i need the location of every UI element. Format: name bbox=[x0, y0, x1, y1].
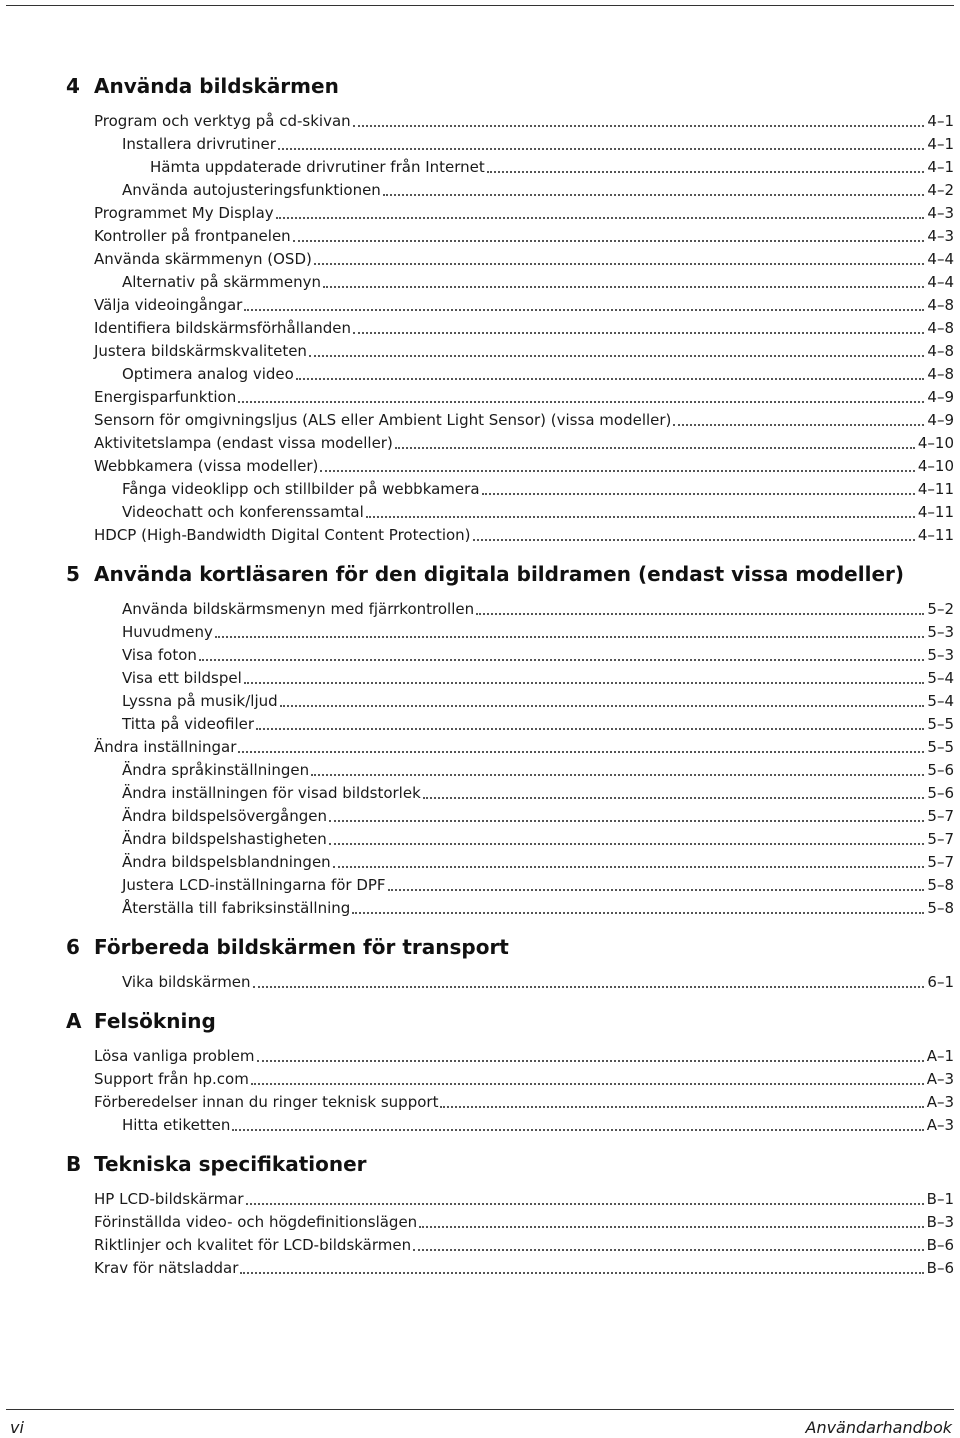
toc-entry-label: Videochatt och konferenssamtal bbox=[122, 503, 364, 521]
toc-entry[interactable] bbox=[122, 596, 954, 619]
toc-entry-page: 6–1 bbox=[927, 973, 954, 991]
toc-entry-label: Program och verktyg på cd-skivan bbox=[94, 112, 351, 130]
toc-entry[interactable] bbox=[94, 1209, 954, 1232]
toc-entry-page: 5–5 bbox=[927, 715, 954, 733]
toc-entry-label: Ändra inställningen för visad bildstorlek bbox=[122, 784, 421, 802]
toc-entry-page: 4–1 bbox=[927, 158, 954, 176]
chapter-title[interactable]: Felsökning bbox=[94, 1009, 216, 1033]
toc-entry-page: 4–10 bbox=[917, 434, 954, 452]
toc-entry-label: Riktlinjer och kvalitet för LCD-bildskärmen bbox=[94, 1236, 412, 1254]
toc-entry-page: A–3 bbox=[926, 1093, 954, 1111]
dot-leader bbox=[419, 1226, 923, 1228]
toc-entry-page: 4–8 bbox=[927, 342, 954, 360]
toc-entry-label: Alternativ på skärmmenyn bbox=[122, 273, 321, 291]
dot-leader bbox=[309, 355, 924, 357]
dot-leader bbox=[280, 705, 925, 707]
dot-leader bbox=[329, 820, 924, 822]
toc-entry-page: 4–1 bbox=[927, 112, 954, 130]
toc-entry-label: Hämta uppdaterade drivrutiner från Internet bbox=[150, 158, 485, 176]
toc-entry-label: Support från hp.com bbox=[94, 1070, 249, 1088]
dot-leader bbox=[244, 682, 925, 684]
dot-leader bbox=[314, 263, 925, 265]
toc-entry-page: A–3 bbox=[926, 1116, 954, 1134]
chapter-number: 4 bbox=[66, 74, 80, 98]
appendix-a bbox=[0, 999, 960, 1135]
appendix-b bbox=[0, 1142, 960, 1278]
chapter-title[interactable]: Använda kortläsaren för den digitala bildramen (endast vissa modeller) bbox=[94, 562, 905, 586]
dot-leader bbox=[353, 332, 924, 334]
toc-entry-label: Programmet My Display bbox=[94, 204, 274, 222]
toc-entry-label: Visa ett bildspel bbox=[122, 669, 242, 687]
dot-leader bbox=[232, 1129, 923, 1131]
dot-leader bbox=[276, 217, 925, 219]
dot-leader bbox=[333, 866, 925, 868]
toc-entry-label: Ändra språkinställningen bbox=[122, 761, 310, 779]
toc-entry-label: Vika bildskärmen bbox=[122, 973, 251, 991]
toc-entry-label: Använda bildskärmsmenyn med fjärrkontrollen bbox=[122, 600, 475, 618]
toc-entry-label: Ändra bildspelsblandningen bbox=[122, 853, 331, 871]
dot-leader bbox=[240, 1272, 923, 1274]
toc-entry[interactable] bbox=[94, 223, 954, 246]
toc-entry[interactable] bbox=[94, 453, 954, 476]
toc-entry-page: 5–4 bbox=[927, 669, 954, 687]
dot-leader bbox=[329, 843, 925, 845]
toc-entry[interactable] bbox=[94, 407, 954, 430]
chapter-heading bbox=[0, 999, 960, 1043]
dot-leader bbox=[673, 424, 924, 426]
dot-leader bbox=[199, 659, 925, 661]
toc-entry[interactable] bbox=[122, 1112, 954, 1135]
toc-entry-page: 4–4 bbox=[927, 250, 954, 268]
dot-leader bbox=[256, 728, 924, 730]
chapter-4 bbox=[0, 64, 960, 545]
toc-entry-page: 5–5 bbox=[927, 738, 954, 756]
dot-leader bbox=[278, 148, 925, 150]
chapter-heading bbox=[0, 552, 960, 596]
toc-entry-label: Justera LCD-inställningarna för DPF bbox=[122, 876, 386, 894]
dot-leader bbox=[476, 613, 924, 615]
footer-book-title: Användarhandbok bbox=[805, 1418, 952, 1437]
toc-entry-page: 5–7 bbox=[927, 830, 954, 848]
toc-entry[interactable] bbox=[122, 969, 954, 992]
toc-entry[interactable] bbox=[122, 642, 954, 665]
toc-entry-label: Förinställda video- och högdefinitionslägen bbox=[94, 1213, 418, 1231]
toc-entry[interactable] bbox=[122, 688, 954, 711]
toc-entry-page: B–6 bbox=[926, 1236, 954, 1254]
toc-entry-page: 4–4 bbox=[927, 273, 954, 291]
toc-entry[interactable] bbox=[122, 872, 954, 895]
toc-entry[interactable] bbox=[94, 315, 954, 338]
toc-entry-page: 4–2 bbox=[927, 181, 954, 199]
toc-entry-label: Krav för nätsladdar bbox=[94, 1259, 239, 1277]
dot-leader bbox=[366, 516, 915, 518]
chapter-heading bbox=[0, 1142, 960, 1186]
toc-entry-page: A–1 bbox=[926, 1047, 954, 1065]
toc-entry-page: B–6 bbox=[926, 1259, 954, 1277]
toc-entry[interactable] bbox=[122, 780, 954, 803]
toc-entry-page: 5–7 bbox=[927, 807, 954, 825]
dot-leader bbox=[482, 493, 915, 495]
toc-entry-label: Titta på videofiler bbox=[122, 715, 255, 733]
toc-entry-label: Återställa till fabriksinställning bbox=[122, 899, 351, 917]
toc-entry-label: Justera bildskärmskvaliteten bbox=[94, 342, 307, 360]
toc-entry[interactable] bbox=[94, 1186, 954, 1209]
toc-entry-page: 4–1 bbox=[927, 135, 954, 153]
dot-leader bbox=[395, 447, 915, 449]
chapter-title[interactable]: Förbereda bildskärmen för transport bbox=[94, 935, 509, 959]
toc-entry-page: 4–8 bbox=[927, 296, 954, 314]
dot-leader bbox=[352, 912, 924, 914]
toc-entry[interactable] bbox=[94, 292, 954, 315]
top-rule bbox=[6, 5, 954, 6]
toc-entry[interactable] bbox=[94, 108, 954, 131]
toc-entry-label: Ändra bildspelshastigheten bbox=[122, 830, 327, 848]
toc-entry[interactable] bbox=[94, 522, 954, 545]
dot-leader bbox=[215, 636, 924, 638]
toc-entry-page: 5–6 bbox=[927, 784, 954, 802]
toc-entry[interactable] bbox=[94, 1255, 954, 1278]
toc-entry-page: 5–3 bbox=[927, 646, 954, 664]
toc-entry-label: Visa foton bbox=[122, 646, 197, 664]
toc-entry-label: HDCP (High-Bandwidth Digital Content Protection) bbox=[94, 526, 471, 544]
toc-entry-label: Förberedelser innan du ringer teknisk support bbox=[94, 1093, 439, 1111]
dot-leader bbox=[296, 378, 925, 380]
toc-entry[interactable] bbox=[122, 826, 954, 849]
toc-entry-page: B–1 bbox=[926, 1190, 954, 1208]
toc-entry[interactable] bbox=[94, 338, 954, 361]
toc-entry-page: 5–8 bbox=[927, 899, 954, 917]
chapter-title[interactable]: Tekniska specifikationer bbox=[94, 1152, 367, 1176]
toc-entry[interactable] bbox=[122, 619, 954, 642]
toc-entry-label: Installera drivrutiner bbox=[122, 135, 276, 153]
toc-entry[interactable] bbox=[122, 361, 954, 384]
toc-entry[interactable] bbox=[94, 734, 954, 757]
dot-leader bbox=[323, 286, 924, 288]
toc-entry-page: 4–8 bbox=[927, 319, 954, 337]
toc-entry-label: Kontroller på frontpanelen bbox=[94, 227, 291, 245]
toc-entry-page: 4–11 bbox=[917, 526, 954, 544]
toc-entry-label: Huvudmeny bbox=[122, 623, 213, 641]
toc-entry[interactable] bbox=[122, 849, 954, 872]
toc-entry[interactable] bbox=[122, 499, 954, 522]
toc-entry-label: Använda autojusteringsfunktionen bbox=[122, 181, 381, 199]
toc-entry[interactable] bbox=[122, 269, 954, 292]
toc-entry[interactable] bbox=[122, 757, 954, 780]
chapter-5 bbox=[0, 552, 960, 918]
dot-leader bbox=[293, 240, 925, 242]
chapter-title[interactable]: Använda bildskärmen bbox=[94, 74, 339, 98]
toc-entry[interactable] bbox=[150, 154, 954, 177]
toc-entry-page: 4–3 bbox=[927, 204, 954, 222]
dot-leader bbox=[238, 751, 924, 753]
toc-entry-page: 5–3 bbox=[927, 623, 954, 641]
toc-entry-page: 5–7 bbox=[927, 853, 954, 871]
dot-leader bbox=[253, 986, 925, 988]
toc-entry-label: Fånga videoklipp och stillbilder på webbkamera bbox=[122, 480, 480, 498]
toc-entry[interactable] bbox=[122, 895, 954, 918]
toc-entry-label: Optimera analog video bbox=[122, 365, 294, 383]
toc-entry-label: Använda skärmmenyn (OSD) bbox=[94, 250, 312, 268]
footer-page-number: vi bbox=[10, 1418, 24, 1437]
toc-entry-page: 5–6 bbox=[927, 761, 954, 779]
toc-entry-page: 5–4 bbox=[927, 692, 954, 710]
dot-leader bbox=[388, 889, 925, 891]
chapter-heading bbox=[0, 64, 960, 108]
toc-entry-label: Lösa vanliga problem bbox=[94, 1047, 255, 1065]
toc-entry[interactable] bbox=[122, 803, 954, 826]
toc-entry[interactable] bbox=[122, 711, 954, 734]
chapter-number: 6 bbox=[66, 935, 80, 959]
bottom-rule bbox=[6, 1409, 954, 1410]
toc-entry-page: 4–9 bbox=[927, 388, 954, 406]
toc-entry[interactable] bbox=[94, 200, 954, 223]
chapter-number: B bbox=[66, 1152, 82, 1176]
toc-entry-label: Hitta etiketten bbox=[122, 1116, 231, 1134]
chapter-number: 5 bbox=[66, 562, 80, 586]
dot-leader bbox=[353, 125, 925, 127]
dot-leader bbox=[246, 1203, 924, 1205]
toc-entry[interactable] bbox=[94, 246, 954, 269]
dot-leader bbox=[238, 401, 924, 403]
toc-entry-page: 4–8 bbox=[927, 365, 954, 383]
dot-leader bbox=[473, 539, 915, 541]
toc-entry[interactable] bbox=[122, 131, 954, 154]
toc-entry-page: 4–9 bbox=[927, 411, 954, 429]
dot-leader bbox=[244, 309, 924, 311]
toc-entry-label: Aktivitetslampa (endast vissa modeller) bbox=[94, 434, 393, 452]
dot-leader bbox=[487, 171, 925, 173]
toc-entry[interactable] bbox=[94, 1043, 954, 1066]
toc-entry-page: 5–8 bbox=[927, 876, 954, 894]
toc-entry-page: 4–11 bbox=[917, 480, 954, 498]
dot-leader bbox=[423, 797, 925, 799]
toc-entry-page: 4–3 bbox=[927, 227, 954, 245]
dot-leader bbox=[320, 470, 914, 472]
dot-leader bbox=[440, 1106, 923, 1108]
dot-leader bbox=[251, 1083, 924, 1085]
chapter-6 bbox=[0, 925, 960, 992]
chapter-number: A bbox=[66, 1009, 82, 1033]
toc-entry-page: B–3 bbox=[926, 1213, 954, 1231]
toc-entry-label: Sensorn för omgivningsljus (ALS eller Ambient Light Sensor) (vissa modeller) bbox=[94, 411, 672, 429]
toc-entry[interactable] bbox=[94, 1232, 954, 1255]
toc-entry-page: 4–10 bbox=[917, 457, 954, 475]
toc-entry[interactable] bbox=[122, 665, 954, 688]
toc-entry-label: HP LCD-bildskärmar bbox=[94, 1190, 244, 1208]
toc-entry-page: A–3 bbox=[926, 1070, 954, 1088]
toc-entry-label: Identifiera bildskärmsförhållanden bbox=[94, 319, 352, 337]
toc-entry[interactable] bbox=[122, 476, 954, 499]
toc-entry-label: Energisparfunktion bbox=[94, 388, 237, 406]
toc-entry-page: 5–2 bbox=[927, 600, 954, 618]
dot-leader bbox=[413, 1249, 924, 1251]
toc-entry[interactable] bbox=[94, 1066, 954, 1089]
toc-entry-label: Ändra inställningar bbox=[94, 738, 237, 756]
toc-entry-label: Lyssna på musik/ljud bbox=[122, 692, 278, 710]
chapter-heading bbox=[0, 925, 960, 969]
toc-entry-page: 4–11 bbox=[917, 503, 954, 521]
toc-entry[interactable] bbox=[94, 430, 954, 453]
toc-entry-label: Webbkamera (vissa modeller) bbox=[94, 457, 319, 475]
toc-entry[interactable] bbox=[94, 384, 954, 407]
dot-leader bbox=[257, 1060, 924, 1062]
toc-entry-label: Ändra bildspelsövergången bbox=[122, 807, 328, 825]
dot-leader bbox=[383, 194, 925, 196]
toc-entry-label: Välja videoingångar bbox=[94, 296, 243, 314]
toc-entry[interactable] bbox=[94, 1089, 954, 1112]
toc-entry[interactable] bbox=[122, 177, 954, 200]
dot-leader bbox=[311, 774, 924, 776]
